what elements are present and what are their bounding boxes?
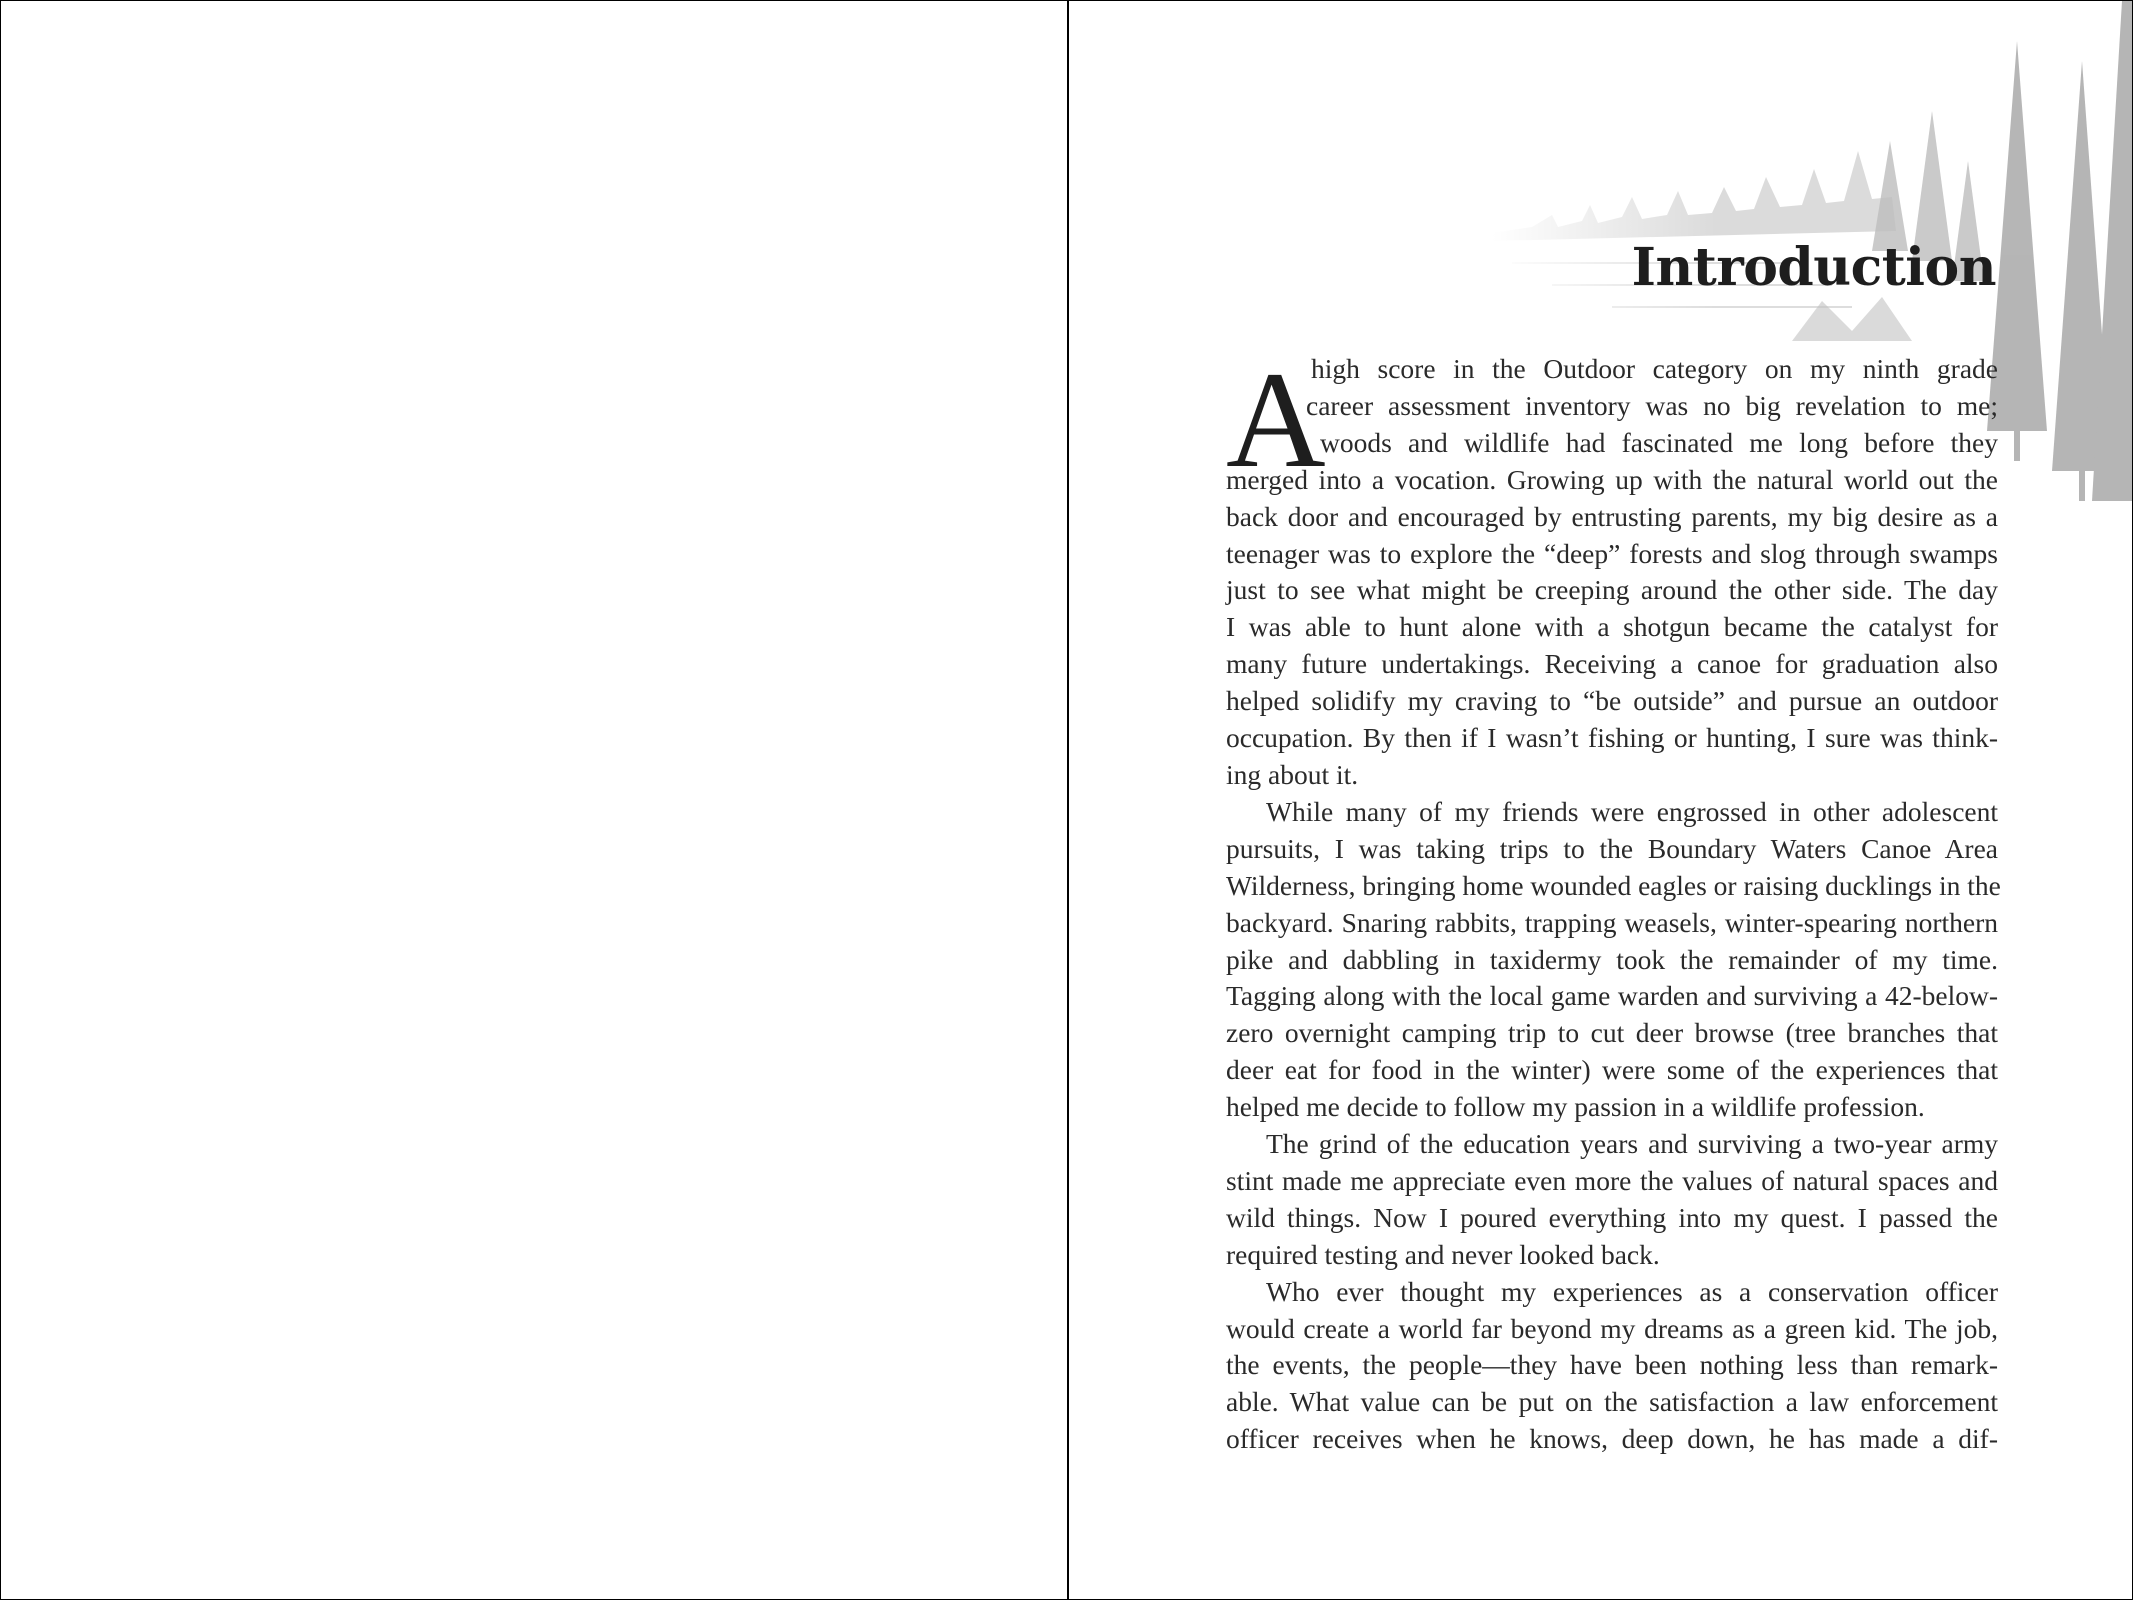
text-line: officer receives when he knows, deep down, he has made a dif-: [1226, 1423, 1998, 1455]
chapter-title: Introduction: [1631, 237, 1996, 298]
text-line: zero overnight camping trip to cut deer browse (tree branches that: [1226, 1017, 1998, 1049]
text-line: merged into a vocation. Growing up with the natural world out the: [1226, 463, 1998, 495]
left-page-blank: [1, 1, 1067, 1599]
text-line: backyard. Snaring rabbits, trapping weasels, winter-spearing northern: [1226, 906, 1998, 938]
text-line: back door and encouraged by entrusting parents, my big desire as a: [1226, 500, 1998, 532]
text-line: I was able to hunt alone with a shotgun became the catalyst for: [1226, 611, 1998, 643]
text-line-indented: [1226, 794, 1998, 831]
text-line: ing about it.: [1226, 758, 1359, 790]
text-line: Who ever thought my experiences as a conservation officer: [1266, 1275, 1998, 1307]
text-line: stint made me appreciate even more the values of natural spaces and: [1226, 1164, 1998, 1196]
text-line: Wilderness, bringing home wounded eagles or raising ducklings in the: [1226, 869, 2001, 901]
drop-cap: A: [1226, 343, 1326, 496]
text-line: deer eat for food in the winter) were some of the experiences that: [1226, 1054, 1998, 1086]
text-line: able. What value can be put on the satisfaction a law enforcement: [1226, 1386, 1998, 1418]
text-line: helped me decide to follow my passion in a wildlife profession.: [1226, 1091, 1925, 1123]
text-line: Tagging along with the local game warden and surviving a 42-below-: [1226, 980, 1998, 1012]
text-line: teenager was to explore the “deep” forests and slog through swamps: [1226, 537, 1998, 569]
right-page: [1069, 1, 2132, 1599]
text-line: helped solidify my craving to “be outside” and pursue an outdoor: [1226, 685, 1998, 717]
chapter-body: [1226, 343, 2001, 1458]
text-line: woods and wildlife had fascinated me long before they: [1320, 426, 1998, 458]
text-line: the events, the people—they have been nothing less than remark-: [1226, 1349, 1998, 1381]
text-line: While many of my friends were engrossed in other adolescent: [1266, 795, 1998, 827]
text-line: occupation. By then if I wasn’t fishing or hunting, I sure was think-: [1226, 722, 1998, 754]
text-line: pike and dabbling in taxidermy took the remainder of my time.: [1226, 943, 1998, 975]
text-line: The grind of the education years and surviving a two-year army: [1266, 1128, 1998, 1160]
text-line: required testing and never looked back.: [1226, 1238, 1660, 1270]
text-line: many future undertakings. Receiving a canoe for graduation also: [1226, 648, 1998, 680]
text-line-indented: [1226, 1126, 1998, 1163]
text-line: just to see what might be creeping around the other side. The day: [1226, 574, 1998, 606]
text-line: would create a world far beyond my dreams as a green kid. The job,: [1226, 1312, 1998, 1344]
text-line-indented: [1226, 1274, 1998, 1311]
text-line: high score in the Outdoor category on my ninth grade: [1311, 353, 1998, 384]
text-line: pursuits, I was taking trips to the Boundary Waters Canoe Area: [1226, 832, 1998, 864]
text-line: wild things. Now I poured everything into my quest. I passed the: [1226, 1201, 1998, 1233]
text-line: career assessment inventory was no big revelation to me;: [1306, 389, 1998, 421]
